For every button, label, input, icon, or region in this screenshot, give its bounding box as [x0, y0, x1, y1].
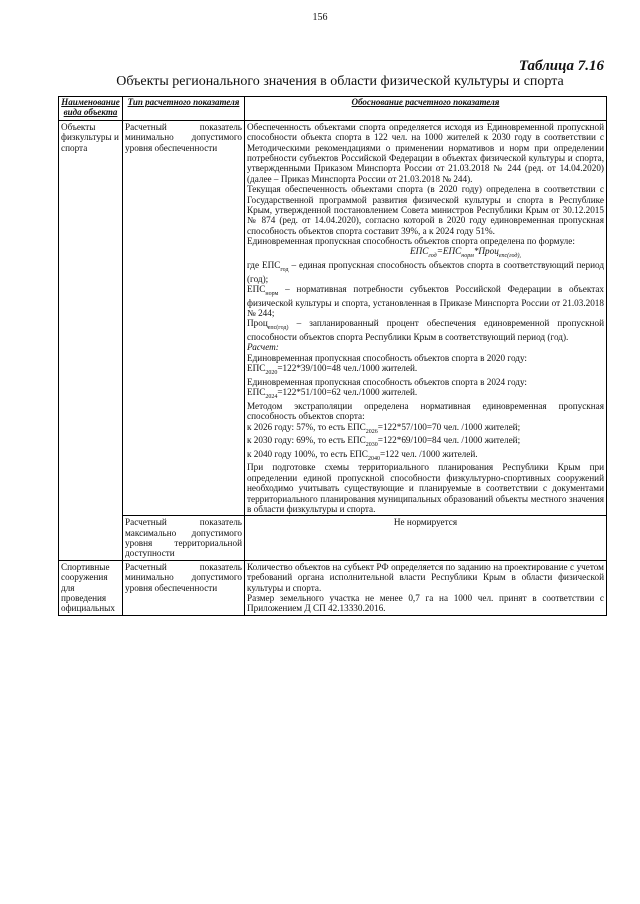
formula: $ЕПС_{год}=ЕПС_{норм}*Проц_{епс(год),}$	[410, 246, 521, 260]
page-number: 156	[312, 12, 328, 23]
table-row	[59, 120, 607, 516]
cell-object-official: Спортивные сооружения для проведения официальных	[59, 560, 123, 615]
cell-type-min-level-2: Расчетный показатель минимально допустимого уровня обеспеченности	[123, 560, 245, 615]
cell-justification-official: Количество объектов на субъект РФ определяется по заданию на проектирование с учетом требований органа исполнительной власти Республики Крым в области физической культуры и спорта. Размер земельного участка не менее 0,7 га на 1000 чел. принят в соответствии с Приложением Д СП 42.13330.2016.	[245, 560, 607, 615]
cell-object-sport: Объекты физкультуры и спорта	[59, 120, 123, 560]
header-justification: Обоснование расчетного показателя	[245, 97, 607, 121]
table-row	[59, 516, 607, 561]
table-row	[59, 560, 607, 615]
header-object-name: Наименование вида объекта	[59, 97, 123, 121]
cell-not-regulated: Не нормируется	[245, 516, 607, 561]
header-indicator-type: Тип расчетного показателя	[123, 97, 245, 121]
cell-type-min-level: Расчетный показатель минимально допустимого уровня обеспеченности	[123, 120, 245, 516]
table-label: Таблица 7.16	[518, 58, 604, 74]
cell-type-max-access: Расчетный показатель максимально допустимого уровня территориальной доступности	[123, 516, 245, 561]
table-title: Объекты регионального значения в области физической культуры и спорта	[116, 74, 564, 89]
cell-justification-sport: Обеспеченность объектами спорта определяется исходя из Единовременной пропускной способности объекта спорта в 122 чел. на 1000 жителей к 2030 году в соответствии с Методическими рекомендациями о применении нормативов и норм при определении потребности субъектов Российской Федерации в объектах физической культуры и спорта, утвержденными Приказом Минспорта России от 21.03.2018 № 244 (ред. от 14.04.2020) (далее – Приказ Минспорта России от 21.03.2018 № 244). Текущая обеспеченность объектами спорта (в 2020 году) определена в соответствии с Государственной программой развития физической культуры и спорта в Республике Крым, утвержденной постановлением Совета министров Республики Крым от 30.12.2015 № 874 (ред. от 14.04.2020), согласно которой в 2020 году единовременная пропускная способность объектов спорта составит 39%, а к 2024 году 51%. Единовременная пропускная способность объектов спорта определена по формуле: $ЕПС_{год}=ЕПС_{норм}*Проц_{епс(год),}$ где $ЕПС_{год}$ – единая пропускная способность объектов спорта в соответствующий период (год); $ЕПС_{норм}$ – нормативная потребности субъектов Российской Федерации в объектах физической культуры и спорта, установленная в Приказе Минспорта России от 21.03.2018 № 244; Проц$_{епс(год)}$ – запланированный процент обеспечения единовременной пропускной способности объектов спорта Республики Крым в соответствующий период (год). Расчет: Единовременная пропускная способность объектов спорта в 2020 году: $ЕПС_{2020}=122*39/100=48$ чел./1000 жителей. Единовременная пропускная способность объектов спорта в 2024 году: $ЕПС_{2024}=122*51/100=62$ чел./1000 жителей. Методом экстраполяции определена нормативная единовременная пропускная способность объектов спорта: к 2026 году: 57%, то есть $ЕПС_{2026}=122*57/100=70$ чел. /1000 жителей; к 2030 году: 69%, то есть $ЕПС_{2030}=122*69/100=84$ чел. /1000 жителей; к 2040 году 100%, то есть $ЕПС_{2040}=122$ чел. /1000 жителей. При подготовке схемы территориального планирования Республики Крым при определении единой пропускной способности физкультурно-спортивных сооружений необходимо учитывать существующие и планируемые в соответствии с документами территориального планирования муниципальных образований объекты местного значения в области физкультуры и спорта.	[245, 120, 607, 516]
indicators-table	[58, 96, 607, 616]
table-header-row	[59, 97, 607, 121]
calc-label: Расчет:	[247, 342, 279, 353]
